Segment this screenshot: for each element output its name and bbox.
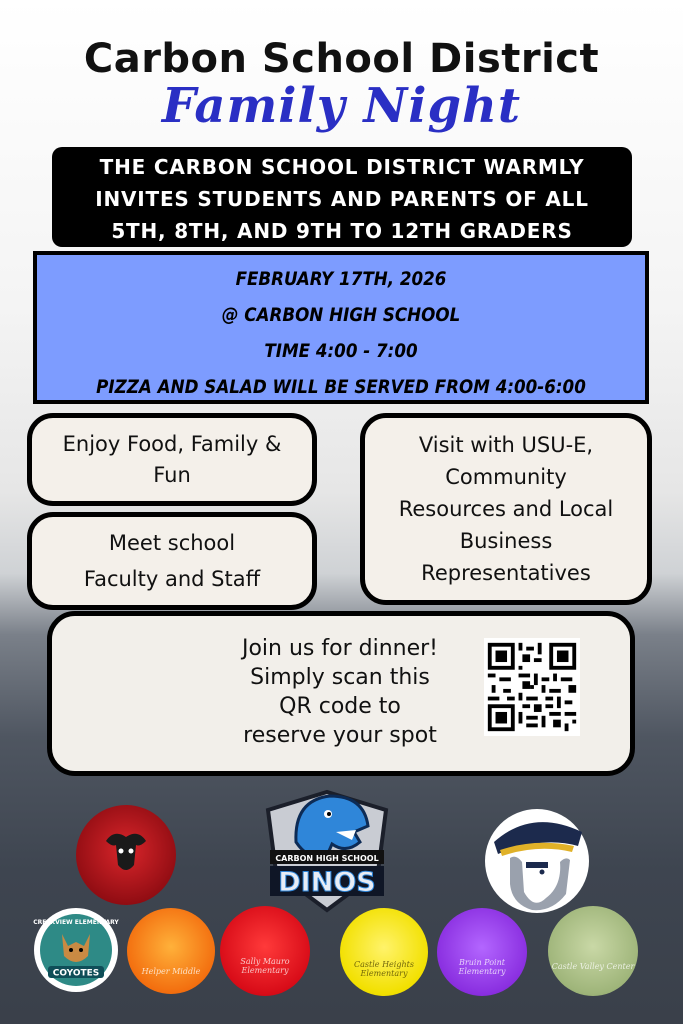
sally-mauro-logo-icon: [220, 906, 310, 996]
pill-text: Fun: [153, 462, 191, 487]
faculty-pill: [27, 512, 317, 610]
pill-text: Resources and Local: [398, 497, 614, 521]
helper-logo-icon: [127, 908, 215, 994]
rsvp-text: [210, 634, 470, 750]
pill-text: Business: [459, 529, 553, 553]
event-title: Family Night: [161, 78, 522, 134]
pill-text: Meet school: [108, 531, 236, 555]
invitation-banner: [52, 147, 632, 247]
rsvp-line: reserve your spot: [243, 723, 437, 748]
event-time: TIME 4:00 - 7:00: [264, 340, 418, 362]
helper-logo-text: Helper Middle: [141, 966, 201, 976]
event-date: FEBRUARY 17TH, 2026: [235, 268, 447, 290]
rsvp-line: QR code to: [279, 694, 401, 719]
qr-code-icon[interactable]: [484, 638, 580, 736]
pill-text: Community: [445, 465, 567, 489]
rsvp-line: Join us for dinner!: [241, 636, 438, 661]
bruin-point-logo-icon: [437, 908, 527, 996]
pill-text: Representatives: [421, 561, 591, 585]
event-food: PIZZA AND SALAD WILL BE SERVED FROM 4:00-6:00: [96, 376, 586, 398]
event-location: @ CARBON HIGH SCHOOL: [221, 304, 461, 326]
creekview-text: CREEKVIEW ELEMENTARY: [33, 919, 119, 926]
food-family-pill: [27, 413, 317, 506]
castle-valley-logo-icon: [548, 906, 638, 996]
castle-heights-logo-icon: [340, 908, 428, 996]
invitation-line: INVITES STUDENTS AND PARENTS OF ALL: [95, 187, 589, 211]
dinos-school-text: CARBON HIGH SCHOOL: [275, 854, 379, 863]
creekview-mascot-text: COYOTES: [52, 968, 100, 979]
ram-logo-icon: [74, 803, 178, 907]
invitation-line: 5TH, 8TH, AND 9TH TO 12TH GRADERS: [111, 219, 573, 243]
visit-pill: [360, 413, 652, 605]
castle-heights-logo-text: Castle Heights Elementary: [354, 960, 414, 978]
dinos-logo-icon: [256, 780, 398, 916]
bruin-point-logo-text: Bruin Point Elementary: [458, 958, 506, 976]
castle-valley-logo-text: Castle Valley Center: [551, 961, 635, 971]
pirate-logo-icon: [482, 806, 592, 916]
coyotes-logo-icon: [32, 906, 120, 994]
pill-text: Faculty and Staff: [83, 567, 261, 591]
event-details-box: [33, 251, 649, 404]
pill-text: Enjoy Food, Family &: [62, 431, 282, 456]
pill-text: Visit with USU-E,: [418, 433, 594, 457]
district-title: Carbon School District: [83, 36, 600, 82]
invitation-line: THE CARBON SCHOOL DISTRICT WARMLY: [99, 155, 585, 179]
dinos-mascot-text: DINOS: [278, 867, 376, 898]
rsvp-line: Simply scan this: [250, 665, 430, 690]
sally-mauro-logo-text: Sally Mauro Elementary: [240, 957, 290, 975]
